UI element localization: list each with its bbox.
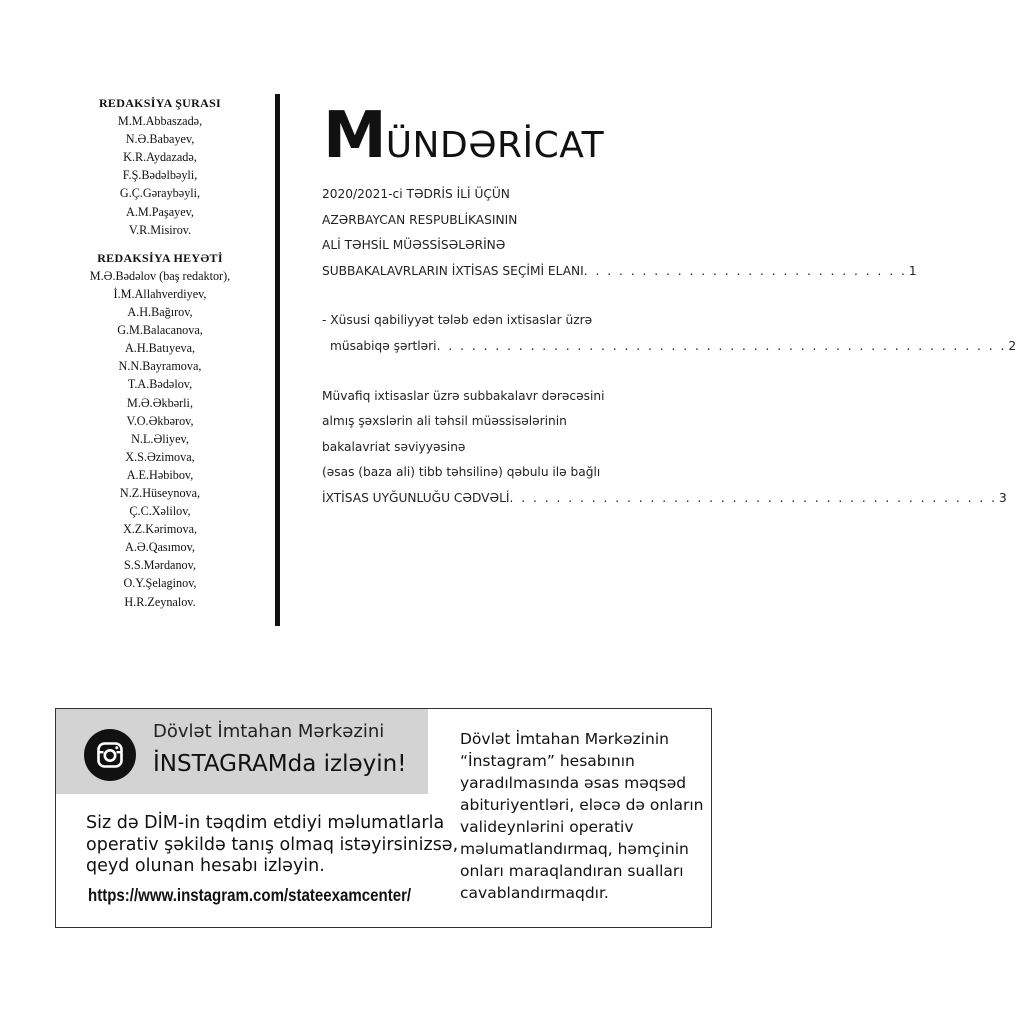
toc-entry1-line: ALİ TƏHSİL MÜƏSSİSƏLƏRİNƏ xyxy=(322,238,506,253)
toc-entry1-line: AZƏRBAYCAN RESPUBLİKASININ xyxy=(322,212,518,227)
council-member: K.R.Aydazadə, xyxy=(123,150,197,165)
follow-line: Siz də DİM-in təqdim etdiyi məlumatlarla xyxy=(86,813,445,833)
council-member: A.M.Paşayev, xyxy=(126,204,194,219)
instagram-icon[interactable] xyxy=(84,729,136,781)
description-line: valideynlərini operativ xyxy=(460,818,634,836)
follow-line: qeyd olunan hesabı izləyin. xyxy=(86,856,325,876)
editorial-column xyxy=(62,94,258,611)
board-member: V.O.Əkbərov, xyxy=(126,413,194,428)
toc-entry3-line: Müvafiq ixtisaslar üzrə subbakalavr dərəcəsini xyxy=(322,388,605,403)
toc-entry3-line: bakalavriat səviyyəsinə xyxy=(322,439,466,454)
instagram-description xyxy=(460,728,705,904)
board-member: A.E.Həbibov, xyxy=(126,467,194,482)
toc-entry3-line: (əsas (baza ali) tibb təhsilinə) qəbulu ilə bağlı xyxy=(322,465,601,480)
description-line: yaradılmasında əsas məqsəd xyxy=(460,774,687,792)
follow-invitation xyxy=(86,813,459,878)
board-member: Ç.C.Xəlilov, xyxy=(129,504,191,519)
banner-subtitle: Dövlət İmtahan Mərkəzini xyxy=(153,721,385,742)
toc-entry1-title: SUBBAKALAVRLARIN İXTİSAS SEÇİMİ ELANI xyxy=(322,263,584,278)
board-member: N.L.Əliyev, xyxy=(131,431,189,446)
council-member: V.R.Misirov. xyxy=(128,222,192,237)
toc-entry3-title: İXTİSAS UYĞUNLUĞU CƏDVƏLİ xyxy=(322,490,510,505)
board-member: N.N.Bayramova, xyxy=(118,359,202,374)
toc-entry1-line: 2020/2021-ci TƏDRİS İLİ ÜÇÜN xyxy=(322,187,510,201)
toc-entry2-link[interactable] xyxy=(322,334,1016,360)
toc-leader: . . . . . . . . . . . . . . . . . . . . . . . . . . . . . . . . . . . . . . . . . . xyxy=(509,490,998,505)
table-of-contents xyxy=(322,182,1016,512)
board-member: N.Z.Hüseynova, xyxy=(119,485,201,500)
description-line: cavablandırmaqdır. xyxy=(460,884,609,902)
board-member: T.A.Bədəlov, xyxy=(127,377,193,392)
toc-entry2-title: müsabiqə şərtləri xyxy=(330,338,437,353)
board-member: S.S.Mərdanov, xyxy=(124,558,196,573)
follow-line: operativ şəkildə tanış olmaq istəyirsinizsə, xyxy=(86,834,459,855)
board-member: A.H.Bağırov, xyxy=(127,305,193,320)
description-line: Dövlət İmtahan Mərkəzinin xyxy=(460,730,669,748)
board-member: İ.M.Allahverdiyev, xyxy=(113,286,207,301)
description-line: abituriyentləri, eləcə də onların xyxy=(460,796,704,814)
toc-leader: . . . . . . . . . . . . . . . . . . . . . . . . . . . . . . . . . . . . . . . . . . . . . . . . . xyxy=(436,338,1007,353)
toc-page-number: 1 xyxy=(908,263,917,278)
board-member: O.Y.Şelaginov, xyxy=(123,576,197,591)
toc-page-number: 3 xyxy=(999,490,1007,505)
toc-entry1-link[interactable] xyxy=(322,259,917,285)
editorial-council-heading: REDAKSİYA ŞURASI xyxy=(98,96,222,110)
instagram-link[interactable]: https://www.instagram.com/stateexamcenter/ xyxy=(88,885,412,905)
board-member: M.Ə.Bədəlov (baş redaktor), xyxy=(89,268,231,283)
board-member: G.M.Balacanova, xyxy=(117,323,203,338)
editorial-board-list xyxy=(62,267,258,611)
board-member: A.Ə.Qasımov, xyxy=(125,540,195,555)
instagram-promo-box xyxy=(55,708,712,928)
description-line: məlumatlandırmaq, həmçinin xyxy=(460,840,689,858)
toc-entry2-line: - Xüsusi qabiliyyət tələb edən ixtisaslar üzrə xyxy=(322,313,593,328)
vertical-divider xyxy=(275,94,280,626)
council-member: F.Ş.Bədəlbəyli, xyxy=(122,168,198,183)
council-member: N.Ə.Babayev, xyxy=(125,132,195,147)
title-rest: ÜNDƏRİCAT xyxy=(385,125,605,166)
board-member: M.Ə.Əkbərli, xyxy=(126,395,193,410)
instagram-banner xyxy=(56,709,428,794)
banner-title: İNSTAGRAMda izləyin! xyxy=(153,751,407,777)
board-member: H.R.Zeynalov. xyxy=(124,594,196,609)
board-member: X.Z.Kərimova, xyxy=(122,522,198,537)
description-line: onları maraqlandıran sualları xyxy=(460,862,684,880)
page-title xyxy=(323,99,605,173)
council-member: G.Ç.Gəraybəyli, xyxy=(119,186,201,201)
toc-entry3-link[interactable] xyxy=(322,486,1007,512)
editorial-council-list xyxy=(62,112,258,239)
editorial-board-heading: REDAKSİYA HEYƏTİ xyxy=(97,250,223,265)
title-initial: M xyxy=(323,99,386,173)
board-member: A.H.Batıyeva, xyxy=(124,341,196,356)
toc-entry3-line: almış şəxslərin ali təhsil müəssisələrinin xyxy=(322,414,567,429)
board-member: X.S.Əzimova, xyxy=(125,449,195,464)
description-line: “İnstagram” hesabının xyxy=(460,752,635,770)
toc-page-number: 2 xyxy=(1008,338,1016,353)
toc-leader: . . . . . . . . . . . . . . . . . . . . . . . . . . . . xyxy=(583,263,907,278)
council-member: M.M.Abbaszadə, xyxy=(117,114,203,129)
